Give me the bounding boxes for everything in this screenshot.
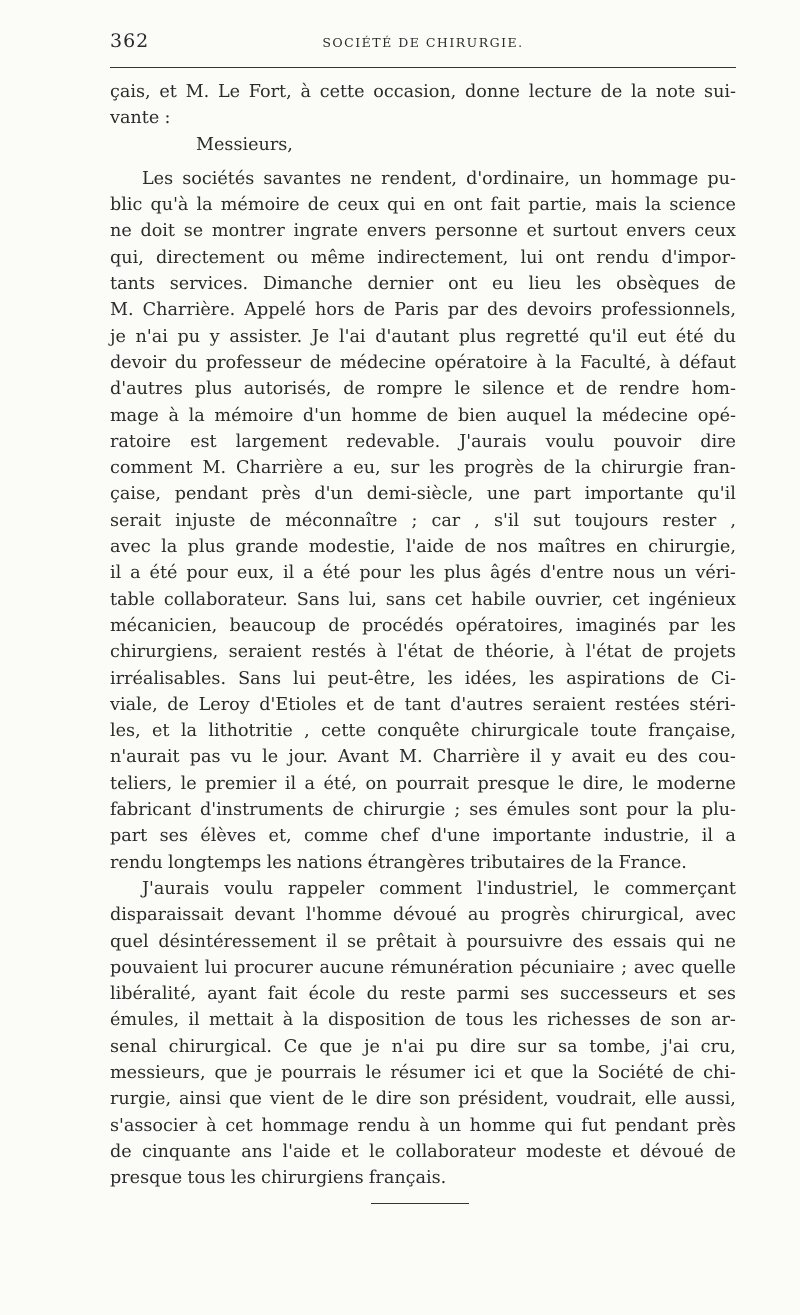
text-line: table collaborateur. Sans lui, sans cet habile ouvrier, cet ingénieux xyxy=(110,589,736,610)
text-line: vante : xyxy=(110,108,171,129)
text-line: je n'ai pu y assister. Je l'ai d'autant plus regretté qu'il eut été du xyxy=(110,326,736,347)
text-line: pouvaient lui procurer aucune rémunération pécuniaire ; avec quelle xyxy=(110,957,736,978)
text-line: s'associer à cet hommage rendu à un homme qui fut pendant près xyxy=(110,1115,736,1136)
text-line: fabricant d'instruments de chirurgie ; ses émules sont pour la plu- xyxy=(110,800,736,821)
text-line: irréalisables. Sans lui peut-être, les idées, les aspirations de Ci- xyxy=(110,668,736,689)
text-line: chirurgiens, seraient restés à l'état de théorie, à l'état de projets xyxy=(110,642,736,663)
text-line: disparaissait devant l'homme dévoué au progrès chirurgical, avec xyxy=(110,905,736,926)
text-line: devoir du professeur de médecine opératoire à la Faculté, à défaut xyxy=(110,352,736,373)
text-line: messieurs, que je pourrais le résumer ici et que la Société de chi- xyxy=(110,1062,736,1083)
text-line: J'aurais voulu rappeler comment l'industriel, le commerçant xyxy=(142,878,736,899)
text-line: teliers, le premier il a été, on pourrait presque le dire, le moderne xyxy=(110,773,736,794)
text-line: avec la plus grande modestie, l'aide de nos maîtres en chirurgie, xyxy=(110,537,736,558)
header-rule xyxy=(110,67,736,68)
text-line: il a été pour eux, il a été pour les plus âgés d'entre nous un véri- xyxy=(110,563,736,584)
salutation: Messieurs, xyxy=(196,134,293,155)
running-title: SOCIÉTÉ DE CHIRURGIE. xyxy=(322,35,524,50)
body-text xyxy=(110,79,736,1191)
text-line: tants services. Dimanche dernier ont eu lieu les obsèques de xyxy=(110,274,736,295)
text-line: serait injuste de méconnaître ; car , s'il sut toujours rester , xyxy=(110,510,736,531)
text-line: Les sociétés savantes ne rendent, d'ordinaire, un hommage pu- xyxy=(142,168,736,189)
text-line: les, et la lithotritie , cette conquête chirurgicale toute française, xyxy=(110,721,736,742)
text-line: M. Charrière. Appelé hors de Paris par des devoirs professionnels, xyxy=(110,300,736,321)
paragraph xyxy=(110,79,736,132)
page-header xyxy=(110,26,736,56)
paragraph xyxy=(110,876,736,1192)
text-line: comment M. Charrière a eu, sur les progrès de la chirurgie fran- xyxy=(110,458,736,479)
text-line: senal chirurgical. Ce que je n'ai pu dire sur sa tombe, j'ai cru, xyxy=(110,1036,736,1057)
text-line: ratoire est largement redevable. J'aurais voulu pouvoir dire xyxy=(110,431,736,452)
text-line: qui, directement ou même indirectement, lui ont rendu d'impor- xyxy=(110,247,736,268)
text-line: libéralité, ayant fait école du reste parmi ses successeurs et ses xyxy=(110,984,736,1005)
text-line: mécanicien, beaucoup de procédés opératoires, imaginés par les xyxy=(110,615,736,636)
text-line: ne doit se montrer ingrate envers personne et surtout envers ceux xyxy=(110,221,736,242)
text-line: n'aurait pas vu le jour. Avant M. Charrière il y avait eu des cou- xyxy=(110,747,736,768)
text-line: rendu longtemps les nations étrangères tributaires de la France. xyxy=(110,852,687,873)
text-line: blic qu'à la mémoire de ceux qui en ont fait partie, mais la science xyxy=(110,195,736,216)
text-line: émules, il mettait à la disposition de tous les richesses de son ar- xyxy=(110,1010,736,1031)
text-line: part ses élèves et, comme chef d'une importante industrie, il a xyxy=(110,826,736,847)
text-line: çaise, pendant près d'un demi-siècle, une part importante qu'il xyxy=(110,484,736,505)
closing-rule xyxy=(371,1203,469,1204)
text-line: mage à la mémoire d'un homme de bien auquel la médecine opé- xyxy=(110,405,736,426)
text-line: de cinquante ans l'aide et le collaborateur modeste et dévoué de xyxy=(110,1141,736,1162)
text-line: çais, et M. Le Fort, à cette occasion, donne lecture de la note sui- xyxy=(110,82,736,102)
text-line: viale, de Leroy d'Etioles et de tant d'autres seraient restées stéri- xyxy=(110,694,736,715)
text-line: presque tous les chirurgiens français. xyxy=(110,1168,447,1189)
text-line: quel désintéressement il se prêtait à poursuivre des essais qui ne xyxy=(110,931,736,952)
paragraph xyxy=(110,166,736,876)
page-number: 362 xyxy=(110,30,150,52)
text-line: rurgie, ainsi que vient de le dire son président, voudrait, elle aussi, xyxy=(110,1089,736,1110)
text-line: d'autres plus autorisés, de rompre le silence et de rendre hom- xyxy=(110,379,736,400)
